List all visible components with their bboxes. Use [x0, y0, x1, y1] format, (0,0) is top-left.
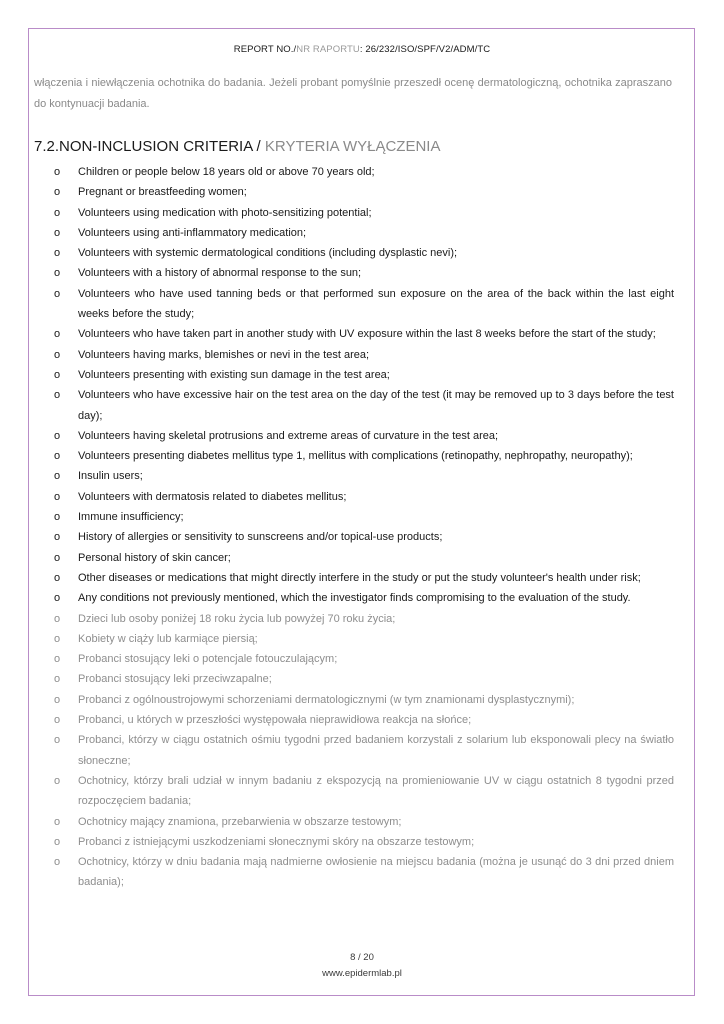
criterion-en-item: [34, 243, 674, 263]
criterion-en-item: [34, 223, 674, 243]
criterion-pl-text: Ochotnicy, którzy brali udział w innym badaniu z ekspozycją na promieniowanie UV w ciągu ostatnich 8 tygodni przed rozpoczęciem badania;: [78, 774, 674, 808]
criterion-pl-text: Probanci z ogólnoustrojowymi schorzeniami dermatologicznymi (w tym znamionami dysplastycznymi);: [78, 693, 575, 706]
criterion-pl-text: Ochotnicy mający znamiona, przebarwienia w obszarze testowym;: [78, 815, 402, 828]
bullet-marker: o: [54, 714, 61, 727]
bullet-marker: o: [54, 166, 61, 178]
bullet-marker: o: [54, 206, 61, 219]
criterion-pl-item: [34, 771, 674, 812]
criterion-en-text: Volunteers having marks, blemishes or nevi in the test area;: [78, 348, 370, 361]
criterion-en-text: Other diseases or medications that might directly interfere in the study or put the study volunteer's health under risk;: [78, 571, 641, 584]
criterion-en-item: [34, 162, 674, 182]
section-title: [34, 138, 440, 155]
bullet-marker: o: [54, 348, 61, 361]
criterion-pl-item: [34, 690, 674, 710]
bullet-marker: o: [54, 551, 61, 564]
intro-paragraph: włączenia i niewłączenia ochotnika do badania. Jeżeli probant pomyślnie przeszedł ocenę dermatologiczną, ochotnika zapraszano do kontynuacji badania.: [34, 77, 672, 110]
criterion-en-item: [34, 466, 674, 486]
criterion-en-item: [34, 182, 674, 202]
criterion-en-item: [34, 426, 674, 446]
report-header: [0, 44, 724, 55]
bullet-marker: o: [54, 287, 61, 300]
bullet-marker: o: [54, 632, 61, 645]
bullet-marker: o: [54, 186, 61, 199]
bullet-marker: o: [54, 835, 61, 848]
bullet-marker: o: [54, 815, 61, 828]
criteria-list: [34, 162, 674, 893]
criterion-en-item: [34, 345, 674, 365]
bullet-marker: o: [54, 774, 61, 787]
criterion-en-item: [34, 507, 674, 527]
criterion-pl-text: Probanci, u których w przeszłości występowała nieprawidłowa reakcja na słońce;: [78, 714, 472, 727]
bullet-marker: o: [54, 571, 61, 584]
criterion-en-item: [34, 203, 674, 223]
criterion-pl-item: [34, 669, 674, 689]
criterion-pl-item: [34, 649, 674, 669]
bullet-marker: o: [54, 470, 61, 483]
bullet-marker: o: [54, 612, 61, 625]
criterion-pl-item: [34, 609, 674, 629]
bullet-marker: o: [54, 673, 61, 686]
criterion-pl-text: Probanci z istniejącymi uszkodzeniami słonecznymi skóry na obszarze testowym;: [78, 835, 475, 848]
criterion-en-item: [34, 568, 674, 588]
bullet-marker: o: [54, 856, 61, 869]
criterion-pl-text: Ochotnicy, którzy w dniu badania mają nadmierne owłosienie na miejscu badania (można je usunąć do 3 dni przed dniem badania);: [78, 856, 674, 889]
criterion-pl-item: [34, 832, 674, 852]
criterion-pl-text: Probanci, którzy w ciągu ostatnich ośmiu tygodni przed badaniem korzystali z solarium lub eksponowali plecy na światło słoneczne;: [78, 734, 674, 767]
criterion-en-text: Insulin users;: [78, 470, 143, 483]
criterion-en-text: Volunteers using anti-inflammatory medication;: [78, 226, 307, 239]
bullet-marker: o: [54, 429, 61, 442]
criterion-en-item: [34, 588, 674, 608]
criterion-en-item: [34, 385, 674, 426]
criterion-en-item: [34, 324, 674, 344]
criterion-pl-item: [34, 629, 674, 649]
criterion-pl-text: Probanci stosujący leki przeciwzapalne;: [78, 673, 272, 686]
criterion-pl-text: Dzieci lub osoby poniżej 18 roku życia lub powyżej 70 roku życia;: [78, 612, 396, 625]
criterion-en-text: Volunteers with a history of abnormal response to the sun;: [78, 267, 362, 280]
criterion-en-text: Volunteers having skeletal protrusions and extreme areas of curvature in the test area;: [78, 429, 499, 442]
criterion-en-item: [34, 284, 674, 325]
criterion-pl-text: Kobiety w ciąży lub karmiące piersią;: [78, 632, 258, 645]
criterion-en-text: Volunteers with systemic dermatological conditions (including dysplastic nevi);: [78, 247, 458, 260]
criterion-pl-item: [34, 710, 674, 730]
criterion-en-text: Personal history of skin cancer;: [78, 551, 231, 564]
criterion-en-item: [34, 527, 674, 547]
bullet-marker: o: [54, 389, 61, 402]
section-title-pl: KRYTERIA WYŁĄCZENIA: [264, 138, 441, 155]
criterion-en-text: Volunteers who have used tanning beds or that performed sun exposure on the area of the back within the last eight weeks before the study;: [78, 287, 674, 321]
criterion-pl-item: [34, 812, 674, 832]
report-label-en: REPORT NO./: [233, 44, 297, 55]
bullet-marker: o: [54, 511, 61, 524]
bullet-marker: o: [54, 490, 61, 503]
criterion-en-item: [34, 487, 674, 507]
report-number: : 26/232/ISO/SPF/V2/ADM/TC: [359, 44, 491, 55]
bullet-marker: o: [54, 226, 61, 239]
criterion-en-text: Volunteers presenting with existing sun damage in the test area;: [78, 368, 390, 381]
criterion-en-text: Volunteers who have taken part in another study with UV exposure within the last 8 weeks before the start of the study;: [78, 328, 656, 341]
criterion-en-text: Pregnant or breastfeeding women;: [78, 186, 247, 199]
criterion-pl-item: [34, 730, 674, 771]
page-number: 8 / 20: [350, 952, 374, 963]
bullet-marker: o: [54, 653, 61, 666]
criterion-en-text: Any conditions not previously mentioned, which the investigator finds compromising to the evaluation of the study.: [78, 592, 631, 605]
bullet-marker: o: [54, 734, 61, 747]
bullet-marker: o: [54, 267, 61, 280]
website-url: www.epidermlab.pl: [322, 968, 402, 979]
bullet-marker: o: [54, 693, 61, 706]
criterion-pl-item: [34, 852, 674, 893]
criterion-en-text: Immune insufficiency;: [78, 511, 184, 524]
criterion-en-text: Volunteers presenting diabetes mellitus type 1, mellitus with complications (retinopathy, nephropathy, neuropathy);: [78, 450, 633, 463]
criterion-en-text: Volunteers who have excessive hair on the test area on the day of the test (it may be removed up to 3 days before the test day);: [78, 389, 674, 422]
criterion-pl-text: Probanci stosujący leki o potencjale fotouczulającym;: [78, 653, 338, 666]
criterion-en-item: [34, 446, 674, 466]
criterion-en-text: Volunteers with dermatosis related to diabetes mellitus;: [78, 490, 347, 503]
bullet-marker: o: [54, 368, 61, 381]
criterion-en-text: Volunteers using medication with photo-sensitizing potential;: [78, 206, 372, 219]
criterion-en-text: History of allergies or sensitivity to sunscreens and/or topical-use products;: [78, 531, 443, 544]
bullet-marker: o: [54, 592, 61, 605]
section-title-en: 7.2.NON-INCLUSION CRITERIA /: [34, 138, 265, 155]
criterion-en-item: [34, 263, 674, 283]
criterion-en-item: [34, 548, 674, 568]
bullet-marker: o: [54, 328, 61, 341]
criterion-en-text: Children or people below 18 years old or above 70 years old;: [78, 166, 375, 178]
bullet-marker: o: [54, 531, 61, 544]
bullet-marker: o: [54, 450, 61, 463]
criterion-en-item: [34, 365, 674, 385]
report-label-pl: NR RAPORTU: [296, 44, 360, 55]
bullet-marker: o: [54, 247, 61, 260]
